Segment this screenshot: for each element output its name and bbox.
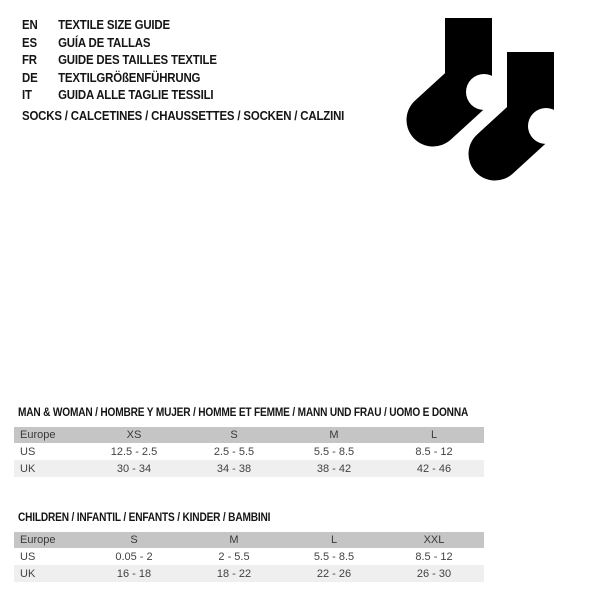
size-value: 5.5 - 8.5 [313,445,355,458]
language-code: EN [22,17,38,33]
language-label: GUÍA DE TALLAS [58,34,151,50]
size-grid [14,427,484,477]
size-value: 18 - 22 [184,565,284,582]
language-code: IT [22,87,32,103]
language-label: GUIDA ALLE TAGLIE TESSILI [58,87,214,103]
header-cell-size: M [284,427,384,443]
size-value: 34 - 38 [184,460,284,477]
language-row-de [22,69,217,87]
row-label: US [20,445,36,458]
language-label: TEXTILE SIZE GUIDE [58,17,170,33]
row-label: UK [14,460,84,477]
table-row-us [14,548,484,565]
row-label: UK [14,565,84,582]
header-cell-size: L [284,532,384,548]
category-heading [22,108,388,123]
language-row-fr [22,51,217,69]
size-value: 22 - 26 [284,565,384,582]
table-row-uk [14,460,484,477]
size-table-children [14,511,484,582]
language-label: GUIDE DES TAILLES TEXTILE [58,52,217,68]
language-row-en [22,16,217,34]
size-table-man-woman [14,406,484,477]
language-code: ES [22,34,37,50]
header-cell-size: L [384,427,484,443]
size-value: 5.5 - 8.5 [313,550,355,563]
category-heading-text: SOCKS / CALCETINES / CHAUSSETTES / SOCKEN / CALZINI [22,108,345,123]
language-row-it [22,86,217,104]
table-header-row [14,532,484,548]
size-value: 8.5 - 12 [415,445,453,458]
language-label: TEXTILGRÖßENFÜHRUNG [58,69,201,85]
size-value: 26 - 30 [384,565,484,582]
size-value: 30 - 34 [84,460,184,477]
header-cell-size: XXL [384,532,484,548]
size-value: 42 - 46 [384,460,484,477]
size-grid [14,532,484,582]
size-value: 16 - 18 [84,565,184,582]
table-title [14,406,484,427]
language-list [22,16,243,104]
table-row-us [14,443,484,460]
header-cell-region: Europe [14,427,84,443]
size-value: 0.05 - 2 [115,550,153,563]
row-label: US [20,550,36,563]
header-cell-size: M [184,532,284,548]
header-cell-size: S [84,532,184,548]
table-title-text: CHILDREN / INFANTIL / ENFANTS / KINDER / BAMBINI [18,512,271,524]
size-value: 8.5 - 12 [415,550,453,563]
size-value: 38 - 42 [284,460,384,477]
size-value: 2 - 5.5 [218,550,250,563]
header-cell-size: S [184,427,284,443]
language-row-es [22,34,217,52]
socks-icon [400,5,600,190]
table-header-row [14,427,484,443]
table-title-text: MAN & WOMAN / HOMBRE Y MUJER / HOMME ET FEMME / MANN UND FRAU / UOMO E DONNA [18,407,469,419]
header-cell-region: Europe [14,532,84,548]
language-code: DE [22,69,38,85]
size-value: 12.5 - 2.5 [110,445,158,458]
table-row-uk [14,565,484,582]
language-code: FR [22,52,37,68]
header-cell-size: XS [84,427,184,443]
size-value: 2.5 - 5.5 [213,445,255,458]
table-title [14,511,484,532]
